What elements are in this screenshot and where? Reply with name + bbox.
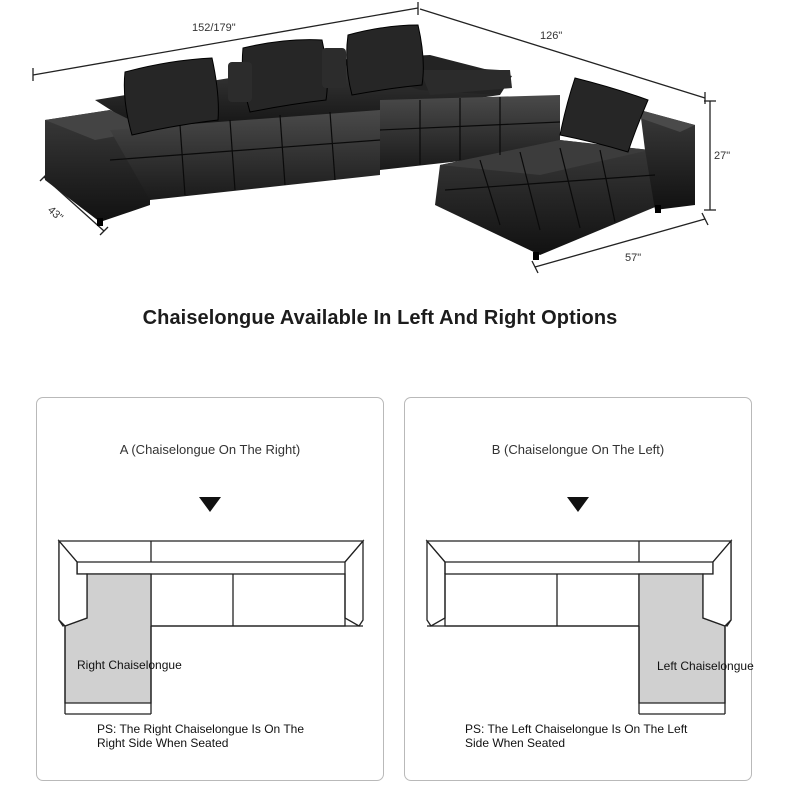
dimension-left-width: 152/179" [192,22,236,34]
note-line: PS: The Right Chaiselongue Is On The [97,722,305,736]
dimension-chaise-depth: 57" [625,252,642,264]
option-note [465,722,705,750]
chaise-label: Right Chaiselongue [77,658,182,672]
option-title: B (Chaiselongue On The Left) [491,442,665,457]
note-line: PS: The Left Chaiselongue Is On The Left [465,722,688,736]
sofa-illustration [0,0,790,290]
note-line: Right Side When Seated [97,736,229,750]
option-card-left-chaise [404,397,752,781]
dimension-depth: 43" [45,204,66,224]
option-card-right-chaise [36,397,384,781]
option-title: A (Chaiselongue On The Right) [119,442,301,457]
page-heading: Chaiselongue Available In Left And Right Options [142,307,618,329]
option-note [97,722,337,750]
sofa-hero [0,0,790,290]
dimension-right-width: 126" [540,30,563,42]
note-line: Side When Seated [465,736,566,750]
chaise-label: Left Chaiselongue [657,659,754,673]
dimension-height: 27" [714,150,731,162]
